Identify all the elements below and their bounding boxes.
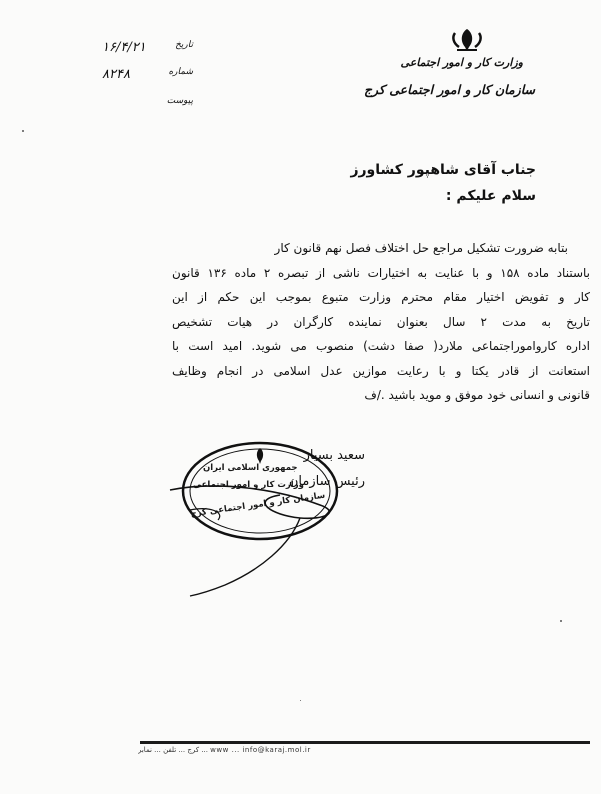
date-label: تاریخ xyxy=(175,40,193,50)
stamp-text-ministry: وزارت کار و امور اجتماعی xyxy=(193,480,304,490)
attachment-label: پیوست xyxy=(166,96,193,106)
stamp-text-country: جمهوری اسلامی ایران xyxy=(203,463,298,473)
signatory-title: رئیس سازمان xyxy=(288,474,365,489)
letter-body xyxy=(172,236,590,408)
body-line: باستناد ماده ۱۵۸ و با عنایت به اختیارات ناشی از تبصره ۲ ماده ۱۳۶ قانون xyxy=(172,265,591,280)
date-value: ۱۶/۴/۲۱ xyxy=(102,40,146,55)
number-row xyxy=(98,67,193,87)
iran-emblem-icon xyxy=(447,27,487,53)
body-line: اداره کارواموراجتماعی ملارد( صفا دشت) منصوب می شوید. امید است با xyxy=(172,339,590,353)
handwritten-signature xyxy=(130,470,360,600)
stamp-text-organization: سازمان کار و امور اجتماعی کرج xyxy=(189,490,326,520)
scan-speck xyxy=(22,130,24,132)
body-line: کار و تفویض اختیار مقام محترم وزارت متبوع بموجب این حکم از این xyxy=(172,290,590,304)
body-line: تاریخ به مدت ۲ سال بعنوان نماینده کارگران در هیات تشخیص xyxy=(172,314,590,329)
date-row xyxy=(98,40,193,60)
number-value: ۸۲۴۸ xyxy=(102,67,130,82)
attachment-row xyxy=(98,96,193,116)
organization-name: سازمان کار و امور اجتماعی کرج xyxy=(363,82,535,97)
scan-speck xyxy=(300,700,301,701)
footer-contact: کرج ... تلفن ... نمابر ... www ... info@karaj.mol.ir xyxy=(138,746,311,754)
ministry-name: وزارت کار و امور اجتماعی xyxy=(400,56,523,69)
body-line: بتابه ضرورت تشکیل مراجع حل اختلاف فصل نهم قانون کار xyxy=(274,241,568,255)
body-line: قانونی و انسانی خود موفق و موید باشید ./ف xyxy=(364,388,590,402)
signatory-name: سعید بسیار xyxy=(303,448,365,463)
body-line: استعانت از قادر یکتا و با رعایت موازین عدل اسلامی در انجام وظایف xyxy=(172,363,590,378)
number-label: شماره xyxy=(168,67,193,77)
footer-divider xyxy=(140,741,590,744)
addressee: جناب آقای شاهپور کشاورز xyxy=(350,162,536,178)
greeting: سلام علیکم : xyxy=(445,188,536,204)
scan-speck xyxy=(560,620,562,622)
